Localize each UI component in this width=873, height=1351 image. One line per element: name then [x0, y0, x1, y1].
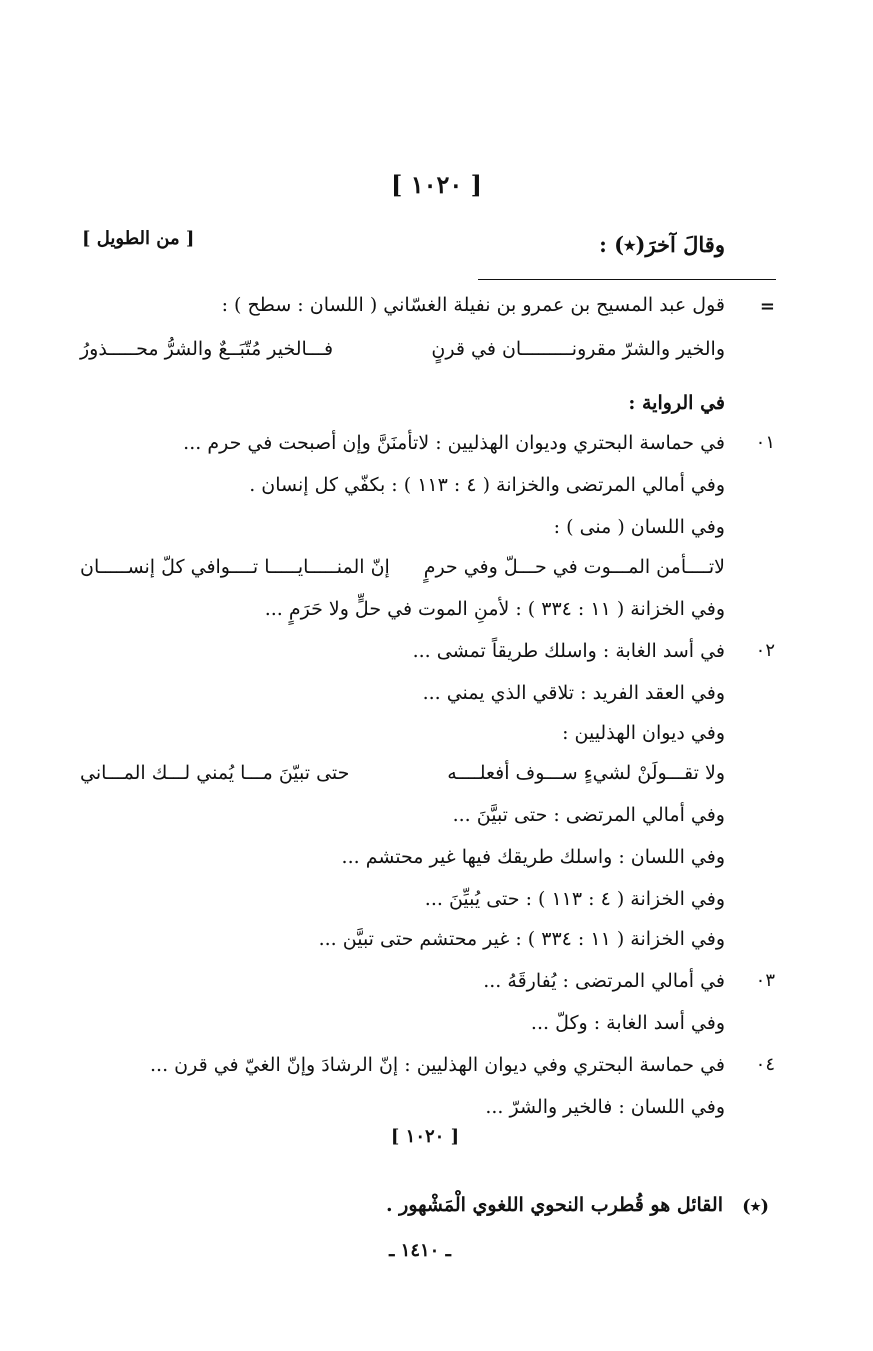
variant-line: وفي ديوان الهذليين : — [562, 722, 725, 744]
variant-line: وفي الخزانة ( ١١ : ٣٣٤ ) : غير محتشم حتى تبيَّن ... — [318, 928, 725, 950]
variant-line: وفي أمالي المرتضى : حتى تبيَّنَ ... — [452, 804, 725, 826]
item-number: ٠٤ — [755, 1054, 775, 1075]
item-number: ٠١ — [755, 432, 775, 453]
item-number: ٠٢ — [755, 640, 775, 661]
variant-line: وفي العقد الفريد : تلاقي الذي يمني ... — [422, 682, 725, 704]
variant-line: وفي أسد الغابة : وكلّ ... — [530, 1012, 725, 1034]
variant-line: وفي أمالي المرتضى والخزانة ( ٤ : ١١٣ ) : بكفّي كل إنسان . — [249, 474, 725, 496]
verse3-second-hemistich: حتى تبيّنَ مـــا يُمني لـــك المـــاني — [80, 762, 350, 784]
footnote-marker: (٭) — [742, 1196, 769, 1217]
variant-line: في أمالي المرتضى : يُفارقَهُ ... — [483, 970, 725, 992]
variant-line: في حماسة البحتري وفي ديوان الهذليين : إنّ الرشادَ وإنّ الغيّ في قرن ... — [149, 1054, 725, 1076]
note-marker: = — [759, 296, 775, 317]
poem-meter: [ من الطويل ] — [82, 228, 195, 249]
page-number: ـ ١٤١٠ ـ — [389, 1240, 451, 1261]
footnote-text: القائل هو قُطرب النحوي اللغوي الْمَشْهور . — [385, 1194, 723, 1216]
section-end-number: [ ١٠٢٠ ] — [390, 1126, 460, 1147]
separator-rule — [478, 279, 776, 280]
variant-line: وفي الخزانة ( ١١ : ٣٣٤ ) : لأمنِ الموت في حلٍّ ولا حَرَمٍ ... — [264, 598, 725, 620]
variant-line: وفي اللسان : فالخير والشرّ ... — [485, 1096, 725, 1118]
verse2-first-hemistich: لاتــــأمن المـــوت في حـــلّ وفي حرمٍ — [423, 556, 725, 578]
variant-line: في أسد الغابة : واسلك طريقاً تمشى ... — [412, 640, 725, 662]
verse2-second-hemistich: إنّ المنـــــايـــــا تــــوافي كلّ إنســـــان — [80, 556, 390, 578]
verse1-first-hemistich: والخير والشرّ مقرونـــــــــان في قرنٍ — [431, 338, 725, 360]
poem-intro: وقالَ آخرَ(٭) : — [599, 232, 725, 257]
verse3-first-hemistich: ولا تقـــولَنْ لشيءٍ ســـوف أفعلــــه — [447, 762, 725, 784]
variant-line: وفي اللسان ( منى ) : — [553, 516, 725, 538]
source-line: قول عبد المسيح بن عمرو بن نفيلة الغسّاني ( اللسان : سطح ) : — [221, 294, 725, 316]
variant-line: في حماسة البحتري وديوان الهذليين : لاتأمنَنَّ وإن أصبحت في حرم ... — [183, 432, 725, 454]
variant-line: وفي اللسان : واسلك طريقك فيها غير محتشم ... — [341, 846, 725, 868]
item-number: ٠٣ — [755, 970, 775, 991]
poem-number: [ ١٠٢٠ ] — [391, 170, 482, 199]
riwaya-heading: في الرواية : — [628, 392, 725, 414]
variant-line: وفي الخزانة ( ٤ : ١١٣ ) : حتى يُبيِّنَ ... — [424, 888, 725, 910]
verse1-second-hemistich: فـــالخير مُتّبَــعٌ والشرُّ محـــــذورُ — [80, 338, 334, 360]
